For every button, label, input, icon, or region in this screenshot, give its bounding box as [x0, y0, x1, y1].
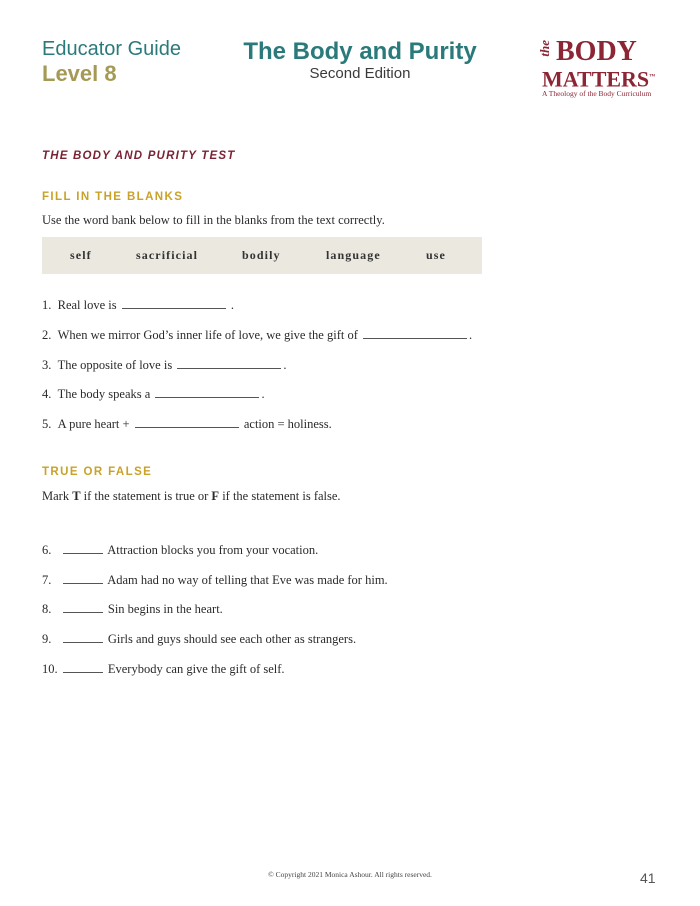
word-bank-item: use: [426, 248, 446, 262]
answer-blank[interactable]: [63, 661, 103, 673]
word-bank-item: sacrificial: [136, 248, 199, 262]
document-subtitle: Second Edition: [309, 65, 411, 82]
answer-blank[interactable]: [63, 542, 103, 554]
tf-question: 8. Sin begins in the heart.: [42, 602, 223, 616]
fill-question: 3. The opposite of love is .: [42, 358, 287, 372]
tf-question: 7. Adam had no way of telling that Eve was made for him.: [42, 573, 388, 587]
copyright-footer: © Copyright 2021 Monica Ashour. All rights reserved.: [268, 870, 432, 879]
fill-instructions: Use the word bank below to fill in the blanks from the text correctly.: [42, 213, 385, 227]
answer-blank[interactable]: [122, 297, 226, 309]
tf-instructions: Mark T if the statement is true or F if the statement is false.: [42, 489, 341, 503]
fill-question: 1. Real love is .: [42, 298, 235, 312]
fill-question: 5. A pure heart + action = holiness.: [42, 417, 332, 431]
fill-section-heading: FILL IN THE BLANKS: [42, 191, 184, 203]
word-bank-item: bodily: [242, 248, 281, 262]
tf-question: 9. Girls and guys should see each other as strangers.: [42, 632, 357, 646]
logo-matters: MATTERS™: [542, 66, 656, 92]
answer-blank[interactable]: [63, 631, 103, 643]
logo-the: the: [537, 40, 552, 57]
answer-blank[interactable]: [177, 357, 281, 369]
word-bank: [42, 237, 482, 274]
word-bank-item: language: [326, 248, 381, 262]
word-bank-item: self: [70, 248, 92, 262]
header-level-label: Level 8: [42, 61, 117, 86]
answer-blank[interactable]: [155, 386, 259, 398]
logo-tagline: A Theology of the Body Curriculum: [542, 89, 652, 98]
page-number: 41: [640, 870, 656, 886]
body-matters-logo: [538, 38, 664, 100]
logo-body: BODY: [556, 36, 637, 67]
test-title: THE BODY AND PURITY TEST: [42, 150, 236, 162]
header-guide-label: Educator Guide: [42, 38, 181, 60]
fill-question: 4. The body speaks a .: [42, 387, 265, 401]
tf-section-heading: TRUE OR FALSE: [42, 466, 153, 478]
answer-blank[interactable]: [363, 327, 467, 339]
answer-blank[interactable]: [63, 572, 103, 584]
document-title: The Body and Purity: [243, 38, 477, 65]
answer-blank[interactable]: [63, 601, 103, 613]
tf-question: 6. Attraction blocks you from your vocation.: [42, 543, 319, 557]
fill-question: 2. When we mirror God’s inner life of love, we give the gift of .: [42, 328, 473, 342]
tf-question: 10. Everybody can give the gift of self.: [42, 662, 285, 676]
answer-blank[interactable]: [135, 416, 239, 428]
